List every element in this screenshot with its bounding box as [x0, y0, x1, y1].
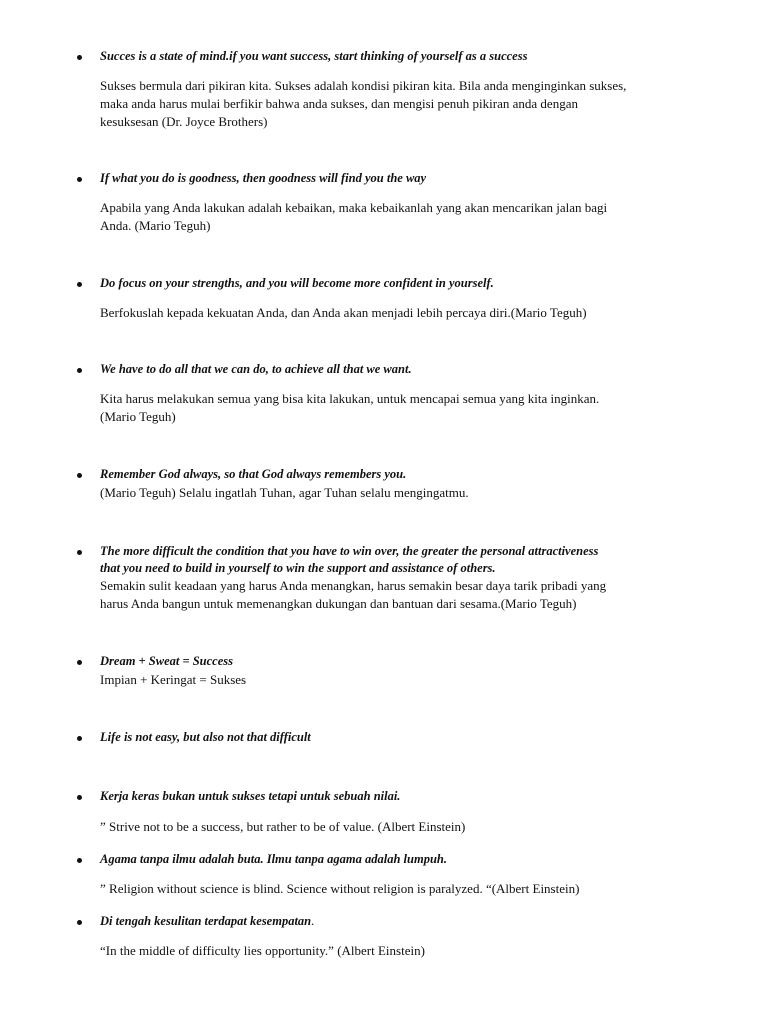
quote-title: [100, 913, 740, 930]
bullet-icon: [77, 920, 82, 925]
quote-title: Kerja keras bukan untuk sukses tetapi untuk sebuah nilai.: [100, 789, 401, 803]
bullet-icon: [77, 55, 82, 60]
bullet-icon: [77, 473, 82, 478]
quote-title: Remember God always, so that God always remembers you.: [100, 467, 407, 481]
quote-body: ” Strive not to be a success, but rather to be of value. (Albert Einstein): [100, 819, 466, 834]
quote-title: Life is not easy, but also not that difficult: [100, 730, 311, 744]
bullet-icon: [77, 177, 82, 182]
quote-body: Sukses bermula dari pikiran kita. Sukses adalah kondisi pikiran kita. Bila anda menginginkan sukses, maka anda harus mulai berfikir bahwa anda sukses, dan mengisi penuh pikiran anda dengan kesuksesan (Dr. Joyce Brothers): [100, 78, 627, 129]
quote-body: Kita harus melakukan semua yang bisa kita lakukan, untuk mencapai semua yang kita inginkan. (Mario Teguh): [100, 391, 600, 424]
bullet-icon: [77, 550, 82, 555]
bullet-icon: [77, 660, 82, 665]
bullet-icon: [77, 858, 82, 863]
quote-body: (Mario Teguh) Selalu ingatlah Tuhan, agar Tuhan selalu mengingatmu.: [100, 485, 469, 500]
quote-title: If what you do is goodness, then goodness will find you the way: [100, 171, 427, 185]
bullet-icon: [77, 795, 82, 800]
quote-title: Dream + Sweat = Success: [100, 654, 233, 668]
quote-title-text: Di tengah kesulitan terdapat kesempatan: [100, 914, 312, 928]
bullet-icon: [77, 736, 82, 741]
quote-body: “In the middle of difficulty lies opportunity.” (Albert Einstein): [100, 943, 425, 958]
quote-title: We have to do all that we can do, to achieve all that we want.: [100, 362, 412, 376]
quote-body: Impian + Keringat = Sukses: [100, 672, 247, 687]
quote-body: ” Religion without science is blind. Science without religion is paralyzed. “(Albert Einstein): [100, 881, 580, 896]
quote-body: Berfokuslah kepada kekuatan Anda, dan Anda akan menjadi lebih percaya diri.(Mario Teguh): [100, 305, 587, 320]
quote-title-period: .: [311, 914, 315, 928]
quote-title: Do focus on your strengths, and you will become more confident in yourself.: [100, 276, 494, 290]
quote-body: Apabila yang Anda lakukan adalah kebaikan, maka kebaikanlah yang akan mencarikan jalan bagi Anda. (Mario Teguh): [100, 200, 608, 233]
quote-title: Succes is a state of mind.if you want success, start thinking of yourself as a success: [100, 49, 528, 63]
quote-title: Agama tanpa ilmu adalah buta. Ilmu tanpa agama adalah lumpuh.: [100, 852, 447, 866]
bullet-icon: [77, 368, 82, 373]
bullet-icon: [77, 282, 82, 287]
quote-body: Semakin sulit keadaan yang harus Anda menangkan, harus semakin besar daya tarik pribadi yang harus Anda bangun untuk memenangkan dukungan dan bantuan dari sesama.(Mario Teguh): [100, 578, 607, 611]
quote-title: The more difficult the condition that you have to win over, the greater the personal attractiveness that you need to build in yourself to win the support and assistance of others.: [100, 544, 599, 575]
